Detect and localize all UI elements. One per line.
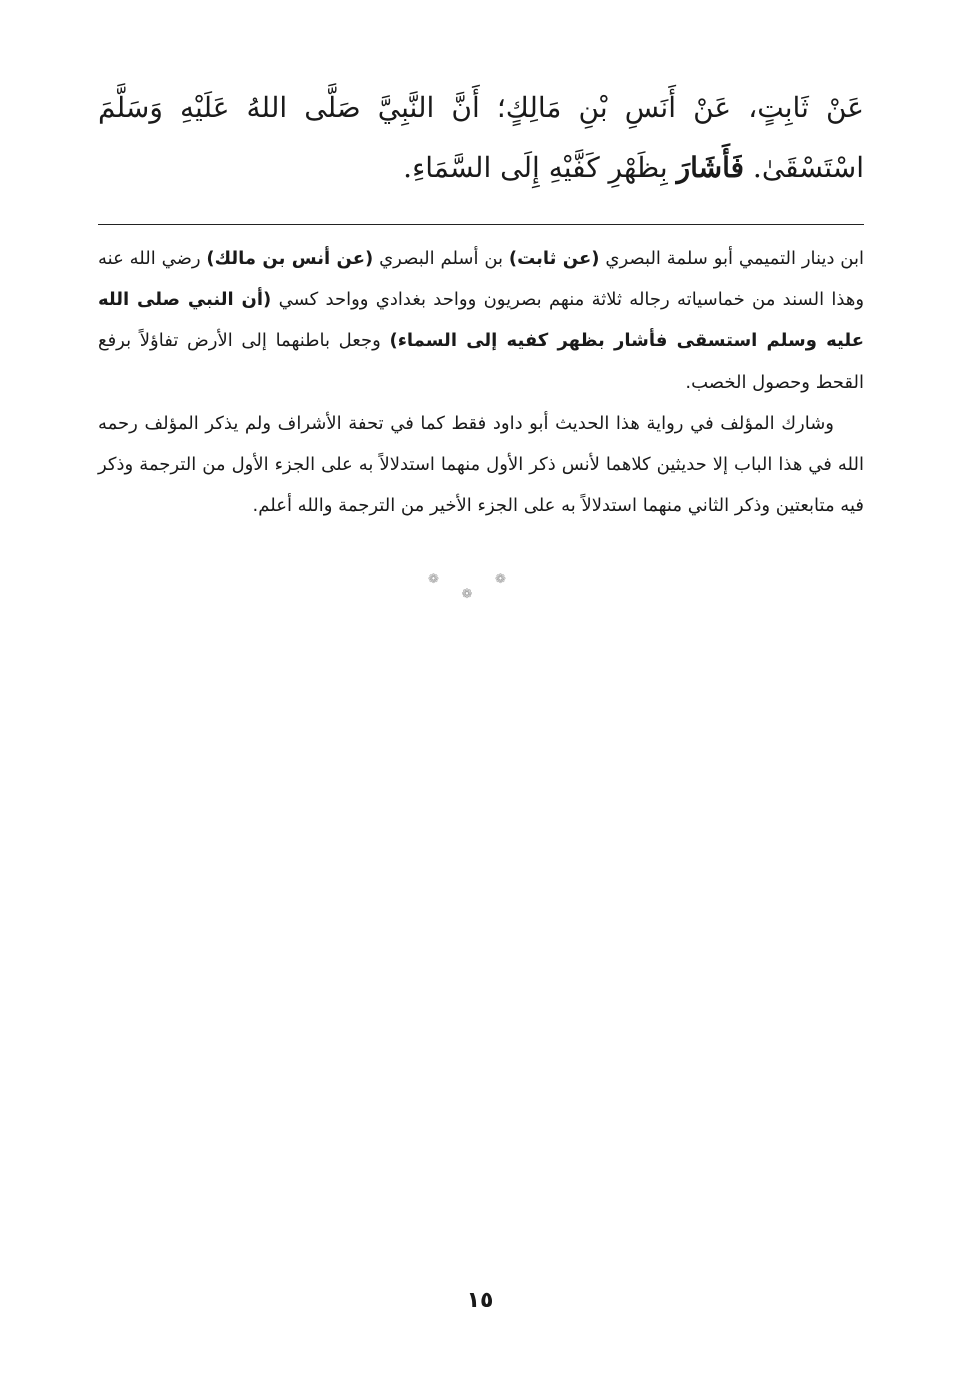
hadith-text-main: عَنْ ثَابِتٍ، عَنْ أَنَسِ بْنِ مَالِكٍ؛ أَنَّ النَّبِيَّ صَلَّى اللهُ عَلَيْهِ وَسَلَّمَ اسْتَسْقَىٰ. [98, 91, 865, 184]
quoted-narrator: (عن أنس بن مالك) [206, 248, 374, 269]
section-end-ornament: ❁ ❁ ❁ [428, 572, 532, 602]
hadith-text [98, 78, 864, 198]
quoted-narrator: (عن ثابت) [508, 248, 600, 269]
hadith-text-end: بِظَهْرِ كَفَّيْهِ إِلَى السَّمَاءِ. [403, 151, 668, 184]
footnote-divider [98, 224, 864, 225]
page-number: ١٥ [466, 1288, 494, 1313]
commentary-paragraph-1 [98, 238, 864, 403]
quoted-matn: (أن النبي صلى الله عليه وسلم استسقى فأشار بظهر كفيه إلى السماء) [98, 289, 864, 352]
commentary-text: ابن دينار التميمي أبو سلمة البصري [599, 248, 865, 269]
commentary-text: رضي الله عنه وهذا السند من خماسياته رجاله ثلاثة منهم بصريون وواحد بغدادي وواحد كسي [98, 248, 865, 311]
commentary-block [98, 238, 864, 526]
commentary-text: بن أسلم البصري [373, 248, 509, 269]
commentary-paragraph-2: وشارك المؤلف في رواية هذا الحديث أبو داود فقط كما في تحفة الأشراف ولم يذكر المؤلف رحمه الله في هذا الباب إلا حديثين كلاهما لأنس ذكر الأول منهما استدلالاً به على الجزء الأول من الترجمة وذكر فيه متابعتين وذكر الثاني منهما استدلالاً به على الجزء الأخير من الترجمة والله أعلم. [98, 412, 864, 517]
commentary-text: وجعل باطنهما إلى الأرض تفاؤلاً برفع القحط وحصول الخصب. [98, 330, 864, 393]
hadith-text-emphasis: فَأَشَارَ [676, 151, 745, 184]
